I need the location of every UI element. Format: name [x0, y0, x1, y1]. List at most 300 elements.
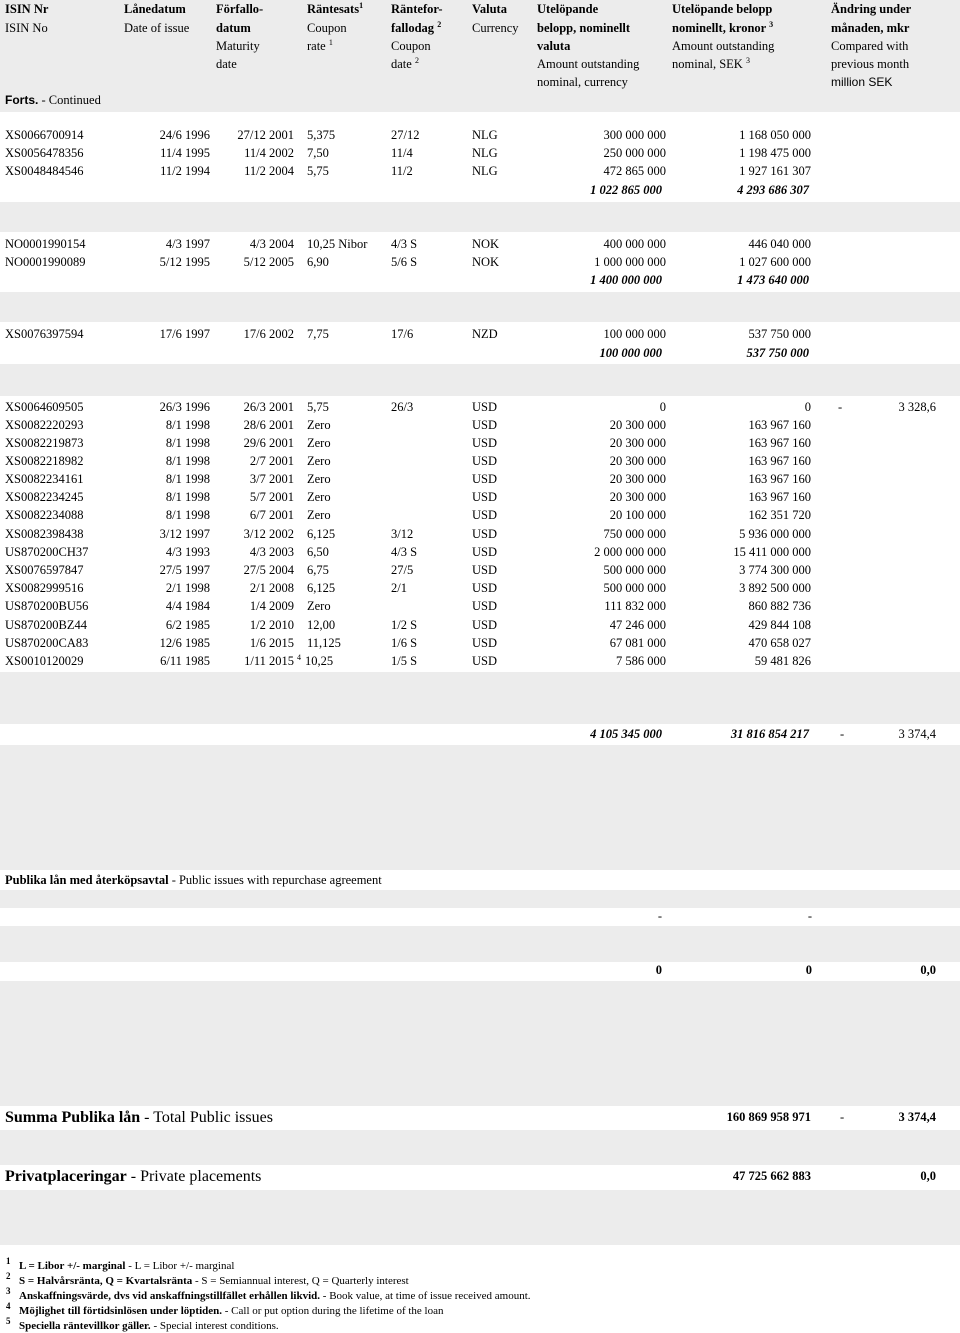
cell-isin-text: XS0082218982	[5, 454, 84, 468]
cell-sek-text: 1 927 161 307	[739, 164, 811, 178]
cell-issue-date-text: 11/2 1994	[160, 164, 210, 178]
cell-isin	[5, 618, 115, 632]
cell-issue-date	[120, 599, 210, 613]
cell-nominal-text: 500 000 000	[603, 563, 666, 577]
cell-isin	[5, 327, 115, 341]
cell-issue-date	[120, 527, 210, 541]
cell-isin-text: XS0076597847	[5, 563, 84, 577]
cell-nominal-text: 20 300 000	[609, 436, 666, 450]
footnote-number: 2	[6, 1271, 11, 1281]
cell-currency-text: NOK	[472, 255, 500, 269]
cell-coupon-text: 5,375	[307, 128, 336, 142]
cell-coupon	[307, 636, 387, 650]
cell-maturity-text: 6/7 2001	[249, 508, 294, 522]
cell-sek	[680, 527, 811, 541]
cell-issue-date	[120, 255, 210, 269]
cell-nominal	[560, 472, 666, 486]
cell-sek-text: 446 040 000	[748, 237, 811, 251]
cell-issue-date-text: 4/3 1997	[165, 237, 210, 251]
cell-coupon	[297, 652, 387, 668]
cell-maturity	[214, 164, 294, 178]
footnote-english: - L = Libor +/- marginal	[128, 1260, 235, 1272]
col-currency-sv: Valuta	[472, 2, 507, 16]
cell-issue-date-text: 4/3 1993	[165, 545, 210, 559]
col-maturity-en: Maturity	[216, 39, 260, 53]
cell-coupon-date	[391, 255, 461, 269]
cell-maturity-text: 1/4 2009	[249, 599, 294, 613]
cell-issue-date	[120, 636, 210, 650]
cell-sek-text: 3 774 300 000	[739, 563, 811, 577]
cell-isin	[5, 654, 115, 668]
col-nominal-en: Amount outstanding	[537, 57, 640, 71]
cell-change-dash-text: -	[838, 400, 843, 414]
cell-coupon-date	[391, 146, 461, 160]
repurchase-nominal-total: 0	[655, 963, 662, 977]
cell-coupon-text: 6,90	[307, 255, 329, 269]
cell-coupon-text: 6,125	[307, 581, 336, 595]
cell-currency	[472, 563, 522, 577]
cell-maturity	[214, 581, 294, 595]
cell-coupon-text: Zero	[307, 454, 331, 468]
repurchase-nominal-dash: -	[657, 909, 662, 923]
cell-coupon-text: 10,25 Nibor	[307, 237, 368, 251]
cell-issue-date-text: 11/4 1995	[160, 146, 210, 160]
cell-isin	[5, 436, 115, 450]
cell-coupon	[307, 146, 387, 160]
cell-nominal-text: 7 586 000	[616, 654, 666, 668]
cell-sek-text: 163 967 160	[748, 472, 811, 486]
cell-issue-date	[120, 545, 210, 559]
cell-nominal	[560, 436, 666, 450]
cell-coupon	[307, 400, 387, 414]
cell-isin-text: US870200BZ44	[5, 618, 87, 632]
cell-nominal-text: 20 300 000	[609, 490, 666, 504]
cell-issue-date-text: 8/1 1998	[165, 490, 210, 504]
cell-coupon	[307, 128, 387, 142]
cell-currency-text: NLG	[472, 164, 498, 178]
repurchase-title: Publika lån med återköpsavtal - Public issues with repurchase agreement	[5, 873, 382, 887]
cell-sek-text: 59 481 826	[754, 654, 811, 668]
cell-sek	[680, 128, 811, 142]
cell-issue-date-text: 27/5 1997	[159, 563, 210, 577]
cell-issue-date-text: 4/4 1984	[165, 599, 210, 613]
cell-coupon-date-text: 1/6 S	[391, 636, 418, 650]
repurchase-sek-total: 0	[805, 963, 812, 977]
cell-maturity	[214, 472, 294, 486]
cell-coupon-text: 10,25	[305, 654, 334, 668]
total-public-dash: -	[840, 1110, 845, 1124]
footnote-ref: 4	[297, 652, 301, 662]
cell-coupon-text: Zero	[307, 599, 331, 613]
cell-coupon	[307, 255, 387, 269]
cell-nominal	[560, 237, 666, 251]
cell-issue-date	[120, 128, 210, 142]
cell-currency	[472, 599, 522, 613]
cell-coupon	[307, 490, 387, 504]
cell-isin	[5, 563, 115, 577]
footnote-swedish: L = Libor +/- marginal	[19, 1260, 126, 1272]
cell-currency	[472, 581, 522, 595]
cell-issue-date	[120, 563, 210, 577]
cell-currency	[472, 418, 522, 432]
col-sek-en2: nominal, SEK $^3$	[672, 55, 750, 71]
col-coupondate-en2: date $^2$	[391, 55, 419, 71]
cell-maturity-text: 3/12 2002	[243, 527, 294, 541]
col-rate-sv: Räntesats$^1$	[307, 0, 364, 16]
cell-isin	[5, 418, 115, 432]
cell-currency-text: USD	[472, 654, 498, 668]
cell-change-dash	[838, 400, 848, 414]
cell-nominal-text: 100 000 000	[603, 327, 666, 341]
cell-currency	[472, 255, 522, 269]
footnote	[19, 1319, 279, 1333]
col-nominal-sv: Utelöpande	[537, 2, 599, 16]
cell-coupon-text: 5,75	[307, 400, 329, 414]
col-currency-en: Currency	[472, 21, 519, 35]
cell-sek-text: 537 750 000	[748, 327, 811, 341]
cell-coupon-text: Zero	[307, 418, 331, 432]
cell-coupon-date-text: 3/12	[391, 527, 414, 541]
footnote-english: - S = Semiannual interest, Q = Quarterly interest	[195, 1275, 409, 1287]
cell-maturity-text: 11/4 2002	[244, 146, 294, 160]
cell-nominal	[560, 508, 666, 522]
cell-currency	[472, 146, 522, 160]
cell-coupon-date-text: 1/5 S	[391, 654, 418, 668]
band	[0, 1190, 960, 1245]
cell-currency	[472, 618, 522, 632]
cell-currency	[472, 527, 522, 541]
cell-issue-date	[120, 472, 210, 486]
cell-coupon	[307, 599, 387, 613]
cell-currency	[472, 490, 522, 504]
cell-sek-text: 163 967 160	[748, 454, 811, 468]
cell-coupon-date	[391, 654, 461, 668]
cell-coupon-date	[391, 618, 461, 632]
cell-isin	[5, 237, 115, 251]
cell-isin-text: XS0076397594	[5, 327, 84, 341]
cell-issue-date	[120, 581, 210, 595]
cell-currency-text: NLG	[472, 146, 498, 160]
cell-sek-text: 15 411 000 000	[733, 545, 811, 559]
cell-coupon	[307, 618, 387, 632]
cell-nominal	[560, 490, 666, 504]
cell-maturity	[214, 545, 294, 559]
cell-sek	[680, 508, 811, 522]
cell-currency-text: USD	[472, 618, 498, 632]
cell-coupon-date-text: 5/6 S	[391, 255, 418, 269]
cell-isin	[5, 599, 115, 613]
cell-issue-date-text: 8/1 1998	[165, 418, 210, 432]
col-rate-en2: rate $^1$	[307, 37, 333, 53]
cell-coupon-date	[391, 581, 461, 595]
col-nominal-en2: nominal, currency	[537, 75, 628, 89]
cell-maturity	[214, 599, 294, 613]
cell-maturity	[214, 327, 294, 341]
cell-currency	[472, 237, 522, 251]
cell-issue-date-text: 24/6 1996	[159, 128, 210, 142]
cell-coupon	[307, 527, 387, 541]
cell-currency-text: USD	[472, 508, 498, 522]
cell-issue-date-text: 3/12 1997	[159, 527, 210, 541]
cell-coupon-date	[391, 128, 461, 142]
cell-maturity	[214, 454, 294, 468]
cell-currency	[472, 472, 522, 486]
cell-issue-date-text: 6/11 1985	[160, 654, 210, 668]
cell-nominal-text: 750 000 000	[603, 527, 666, 541]
cell-coupon-date-text: 27/5	[391, 563, 414, 577]
col-change-en2: previous month	[831, 57, 910, 71]
repurchase-sek-dash: -	[807, 909, 812, 923]
cell-isin	[5, 581, 115, 595]
cell-maturity-text: 1/11 2015	[244, 654, 294, 668]
cell-isin-text: XS0082220293	[5, 418, 84, 432]
cell-currency-text: USD	[472, 418, 498, 432]
footnote-swedish: S = Halvårsränta, Q = Kvartalsränta	[19, 1275, 193, 1287]
cell-change	[860, 400, 936, 414]
footnote	[19, 1274, 409, 1288]
footnote-number: 4	[6, 1301, 11, 1311]
cell-maturity-text: 2/1 2008	[249, 581, 294, 595]
cell-isin	[5, 454, 115, 468]
col-rate-en: Coupon	[307, 21, 347, 35]
col-maturity-sv: Förfallo-	[216, 2, 264, 16]
cell-maturity-text: 27/5 2004	[243, 563, 294, 577]
cell-issue-date	[120, 146, 210, 160]
cell-currency-text: USD	[472, 454, 498, 468]
cell-sek-text: 1 027 600 000	[739, 255, 811, 269]
band	[0, 926, 960, 962]
subtotal-sek: 31 816 854 217	[730, 727, 809, 741]
cell-isin-text: XS0066700914	[5, 128, 84, 142]
cell-maturity	[214, 563, 294, 577]
cell-coupon	[307, 454, 387, 468]
total-public-change: 3 374,4	[898, 1110, 936, 1124]
cell-currency-text: USD	[472, 599, 498, 613]
cell-issue-date-text: 2/1 1998	[165, 581, 210, 595]
cell-maturity-text: 17/6 2002	[243, 327, 294, 341]
cell-nominal-text: 20 300 000	[609, 472, 666, 486]
total-public-label: Summa Publika lån - Total Public issues	[5, 1109, 273, 1126]
band	[0, 202, 960, 232]
footnote-swedish: Möjlighet till förtidsinlösen under löptiden.	[19, 1305, 223, 1317]
band	[0, 890, 960, 908]
cell-issue-date	[120, 618, 210, 632]
subtotal-sek: 4 293 686 307	[737, 183, 809, 197]
col-sek-sv: Utelöpande belopp	[672, 2, 773, 16]
cell-sek	[680, 237, 811, 251]
cell-currency	[472, 654, 522, 668]
cell-currency	[472, 454, 522, 468]
cell-isin-text: XS0010120029	[5, 654, 84, 668]
cell-nominal	[560, 255, 666, 269]
cell-issue-date-text: 8/1 1998	[165, 472, 210, 486]
cell-nominal-text: 250 000 000	[603, 146, 666, 160]
cell-isin	[5, 146, 115, 160]
cell-maturity-text: 27/12 2001	[237, 128, 294, 142]
cell-coupon-date	[391, 636, 461, 650]
cell-sek-text: 0	[804, 400, 811, 414]
cell-issue-date-text: 8/1 1998	[165, 508, 210, 522]
cell-nominal-text: 1 000 000 000	[594, 255, 666, 269]
col-coupondate-en: Coupon	[391, 39, 431, 53]
cell-sek	[680, 563, 811, 577]
cell-sek	[680, 400, 811, 414]
cell-sek	[680, 454, 811, 468]
footnote	[19, 1304, 444, 1318]
col-issue-en: Date of issue	[124, 21, 190, 35]
cell-issue-date	[120, 400, 210, 414]
cell-coupon	[307, 545, 387, 559]
continued-label: Forts. - Continued	[5, 93, 101, 107]
cell-isin-text: NO0001990154	[5, 237, 86, 251]
cell-currency	[472, 636, 522, 650]
footnote-english: - Book value, at time of issue received amount.	[322, 1290, 531, 1302]
footnote	[19, 1259, 234, 1273]
cell-sek	[680, 418, 811, 432]
cell-isin	[5, 255, 115, 269]
cell-nominal	[560, 418, 666, 432]
cell-isin	[5, 508, 115, 522]
cell-maturity	[214, 654, 294, 668]
cell-coupon	[307, 563, 387, 577]
cell-maturity-text: 28/6 2001	[243, 418, 294, 432]
cell-nominal-text: 300 000 000	[603, 128, 666, 142]
cell-coupon	[307, 164, 387, 178]
cell-nominal	[560, 618, 666, 632]
cell-sek-text: 163 967 160	[748, 436, 811, 450]
cell-currency-text: NOK	[472, 237, 500, 251]
col-isin-en: ISIN No	[5, 21, 48, 35]
cell-coupon-date-text: 4/3 S	[391, 237, 418, 251]
cell-sek	[680, 654, 811, 668]
cell-isin-text: XS0082234161	[5, 472, 84, 486]
cell-currency-text: USD	[472, 636, 498, 650]
private-placements-sek: 47 725 662 883	[732, 1169, 811, 1183]
cell-sek-text: 5 936 000 000	[739, 527, 811, 541]
cell-coupon	[307, 327, 387, 341]
cell-maturity	[214, 527, 294, 541]
cell-maturity-text: 11/2 2004	[244, 164, 294, 178]
cell-isin-text: XS0048484546	[5, 164, 84, 178]
cell-maturity	[214, 636, 294, 650]
cell-coupon-text: 11,125	[307, 636, 341, 650]
cell-currency-text: USD	[472, 400, 498, 414]
cell-issue-date	[120, 654, 210, 668]
cell-sek-text: 860 882 736	[748, 599, 811, 613]
cell-coupon-date-text: 27/12	[391, 128, 420, 142]
cell-nominal	[560, 527, 666, 541]
cell-nominal	[560, 545, 666, 559]
cell-nominal-text: 20 300 000	[609, 454, 666, 468]
cell-maturity	[214, 618, 294, 632]
cell-currency	[472, 400, 522, 414]
cell-sek-text: 3 892 500 000	[739, 581, 811, 595]
cell-sek-text: 470 658 027	[748, 636, 811, 650]
cell-currency-text: USD	[472, 527, 498, 541]
cell-isin	[5, 490, 115, 504]
cell-coupon-date-text: 4/3 S	[391, 545, 418, 559]
subtotal-nominal: 1 022 865 000	[590, 183, 662, 197]
cell-coupon-text: Zero	[307, 472, 331, 486]
cell-maturity	[214, 490, 294, 504]
cell-coupon-text: 6,125	[307, 527, 336, 541]
cell-coupon-date	[391, 237, 461, 251]
cell-nominal-text: 111 832 000	[604, 599, 666, 613]
cell-sek	[680, 146, 811, 160]
cell-currency-text: USD	[472, 545, 498, 559]
cell-coupon-date	[391, 400, 461, 414]
cell-isin	[5, 128, 115, 142]
cell-coupon-date-text: 11/2	[391, 164, 413, 178]
subtotal-sek: 1 473 640 000	[737, 273, 809, 287]
cell-currency-text: NZD	[472, 327, 498, 341]
cell-coupon-text: 6,75	[307, 563, 329, 577]
subtotal-nominal: 4 105 345 000	[590, 727, 662, 741]
cell-issue-date	[120, 418, 210, 432]
subtotal-dash: -	[840, 727, 845, 741]
band	[0, 364, 960, 396]
subtotal-sek: 537 750 000	[746, 346, 809, 360]
col-sek-sv2: nominellt, kronor $^3$	[672, 19, 774, 35]
cell-issue-date-text: 26/3 1996	[159, 400, 210, 414]
cell-coupon-date-text: 11/4	[391, 146, 413, 160]
footnote-number: 1	[6, 1256, 11, 1266]
cell-maturity-text: 1/6 2015	[249, 636, 294, 650]
cell-coupon-text: Zero	[307, 508, 331, 522]
band	[0, 1130, 960, 1165]
cell-maturity	[214, 436, 294, 450]
cell-maturity-text: 26/3 2001	[243, 400, 294, 414]
cell-currency-text: NLG	[472, 128, 498, 142]
cell-issue-date	[120, 508, 210, 522]
cell-coupon-date-text: 17/6	[391, 327, 414, 341]
cell-nominal	[560, 146, 666, 160]
cell-maturity-text: 3/7 2001	[249, 472, 294, 486]
cell-nominal-text: 20 300 000	[609, 418, 666, 432]
col-maturity-en2: date	[216, 57, 237, 71]
cell-coupon-date-text: 26/3	[391, 400, 414, 414]
cell-sek-text: 1 168 050 000	[739, 128, 811, 142]
cell-issue-date-text: 6/2 1985	[165, 618, 210, 632]
col-coupondate-sv: Räntefor-	[391, 2, 443, 16]
cell-sek	[680, 545, 811, 559]
col-nominal-sv3: valuta	[537, 39, 571, 53]
cell-coupon-date	[391, 563, 461, 577]
total-public-sek: 160 869 958 971	[726, 1110, 811, 1124]
cell-currency-text: USD	[472, 563, 498, 577]
cell-currency	[472, 164, 522, 178]
cell-issue-date-text: 8/1 1998	[165, 454, 210, 468]
cell-isin-text: US870200BU56	[5, 599, 89, 613]
cell-sek	[680, 164, 811, 178]
cell-nominal-text: 0	[659, 400, 666, 414]
subtotal-nominal: 100 000 000	[599, 346, 662, 360]
band	[0, 745, 960, 870]
col-isin-sv: ISIN Nr	[5, 2, 49, 16]
cell-coupon	[307, 581, 387, 595]
cell-sek-text: 162 351 720	[748, 508, 811, 522]
cell-isin	[5, 545, 115, 559]
col-coupondate-sv2: fallodag $^2$	[391, 19, 442, 35]
footnote-swedish: Anskaffningsvärde, dvs vid anskaffningstillfället erhållen likvid.	[19, 1290, 321, 1302]
cell-coupon	[307, 436, 387, 450]
cell-issue-date-text: 5/12 1995	[159, 255, 210, 269]
cell-nominal	[560, 636, 666, 650]
subtotal-nominal: 1 400 000 000	[590, 273, 662, 287]
cell-isin-text: XS0064609505	[5, 400, 84, 414]
footnote-number: 5	[6, 1316, 11, 1326]
cell-nominal	[560, 654, 666, 668]
